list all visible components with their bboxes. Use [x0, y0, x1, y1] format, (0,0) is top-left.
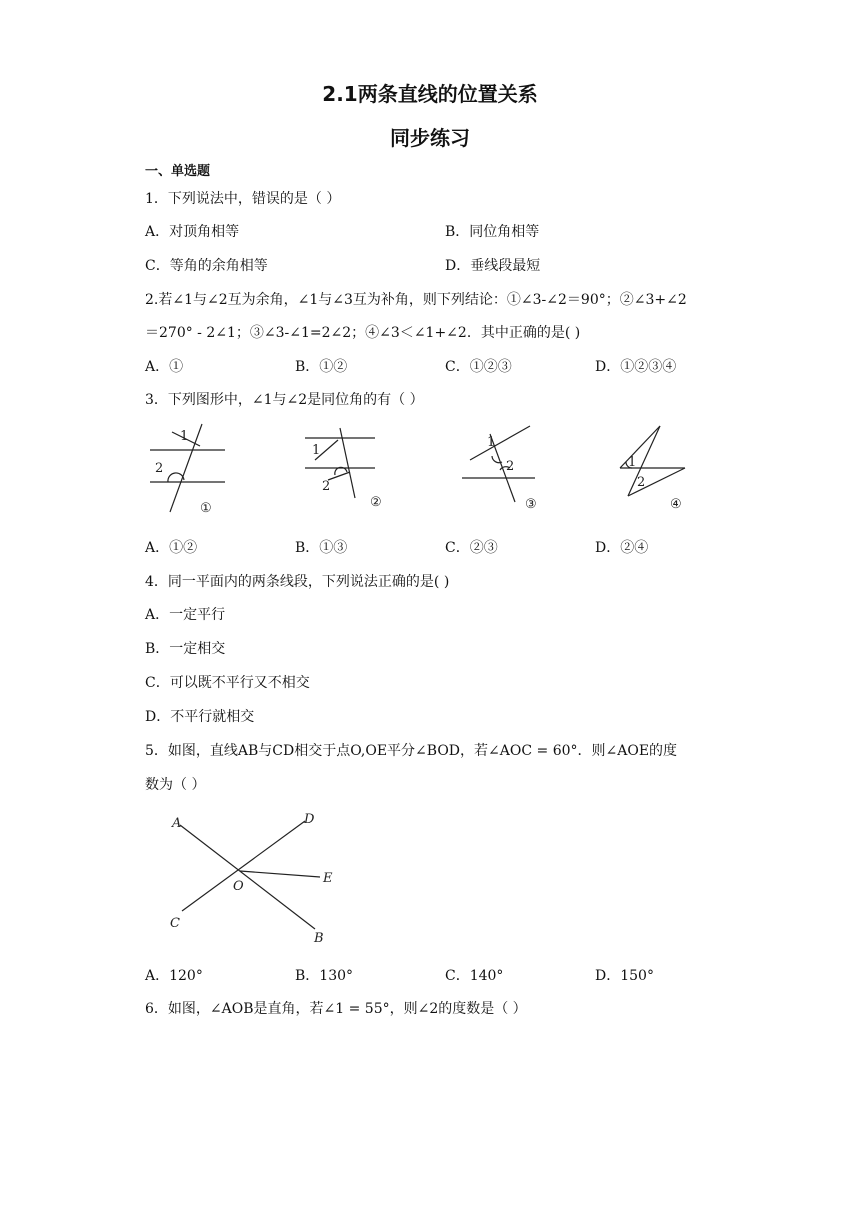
- q5-stem-line2: 数为（ ）: [145, 777, 206, 793]
- q3-option-d: D．②④: [595, 540, 649, 556]
- document-subtitle: 同步练习: [390, 126, 470, 150]
- q3-fig2-number: ②: [370, 495, 382, 510]
- section-heading: 一、单选题: [145, 164, 211, 179]
- q3-fig2-label-2: 2: [322, 479, 331, 494]
- q5-point-a: A: [172, 816, 182, 831]
- q2-option-a: A．①: [145, 359, 184, 375]
- q1-option-c: C．等角的余角相等: [145, 258, 268, 274]
- q2-stem-line1: 2.若∠1与∠2互为余角，∠1与∠3互为补角，则下列结论：①∠3-∠2＝90°；②∠3+∠2: [145, 292, 687, 308]
- q3-fig3-number: ③: [525, 497, 537, 512]
- q5-point-o: O: [233, 879, 244, 894]
- q3-option-b: B．①③: [295, 540, 348, 556]
- q5-option-d: D．150°: [595, 968, 654, 984]
- q3-fig1-label-1: 1: [180, 429, 189, 444]
- q2-option-c: C．①②③: [445, 359, 512, 375]
- q5-figure: [160, 805, 360, 950]
- q4-option-c: C．可以既不平行又不相交: [145, 675, 310, 691]
- q3-fig4-label-2: 2: [637, 475, 646, 490]
- q4-stem: 4．同一平面内的两条线段，下列说法正确的是( ): [145, 574, 450, 590]
- q5-point-e: E: [323, 871, 333, 886]
- q2-option-b: B．①②: [295, 359, 348, 375]
- q4-option-a: A．一定平行: [145, 607, 226, 623]
- q3-fig3-label-2: 2: [506, 459, 515, 474]
- q4-option-d: D．不平行就相交: [145, 709, 255, 725]
- q5-option-a: A．120°: [145, 968, 203, 984]
- q3-option-c: C．②③: [445, 540, 498, 556]
- q3-fig1-number: ①: [200, 501, 212, 516]
- q5-point-c: C: [170, 916, 180, 931]
- q5-point-b: B: [314, 931, 324, 946]
- q3-figures: [140, 420, 710, 520]
- q5-option-b: B．130°: [295, 968, 354, 984]
- q5-point-d: D: [304, 812, 315, 827]
- q2-option-d: D．①②③④: [595, 359, 677, 375]
- q1-option-d: D．垂线段最短: [445, 258, 541, 274]
- q3-fig2-label-1: 1: [312, 443, 321, 458]
- q3-fig4-label-1: 1: [628, 455, 637, 470]
- q3-fig1-label-2: 2: [155, 461, 164, 476]
- q5-option-c: C．140°: [445, 968, 504, 984]
- q6-stem: 6．如图，∠AOB是直角，若∠1 = 55°，则∠2的度数是（ ）: [145, 1001, 527, 1017]
- q3-stem: 3．下列图形中，∠1与∠2是同位角的有（ ）: [145, 392, 424, 408]
- document-title: 2.1两条直线的位置关系: [322, 82, 538, 106]
- q1-option-b: B．同位角相等: [445, 224, 540, 240]
- q5-stem-line1: 5．如图，直线AB与CD相交于点O,OE平分∠BOD，若∠AOC = 60°．则∠AOE的度: [145, 743, 678, 759]
- q3-option-a: A．①②: [145, 540, 198, 556]
- q1-option-a: A．对顶角相等: [145, 224, 240, 240]
- q1-stem: 1．下列说法中，错误的是（ ）: [145, 191, 341, 207]
- q2-stem-line2: ＝270° - 2∠1；③∠3-∠1=2∠2；④∠3＜∠1+∠2．其中正确的是( ): [145, 325, 581, 341]
- q4-option-b: B．一定相交: [145, 641, 226, 657]
- q3-fig4-number: ④: [670, 497, 682, 512]
- q3-fig3-label-1: 1: [487, 435, 496, 450]
